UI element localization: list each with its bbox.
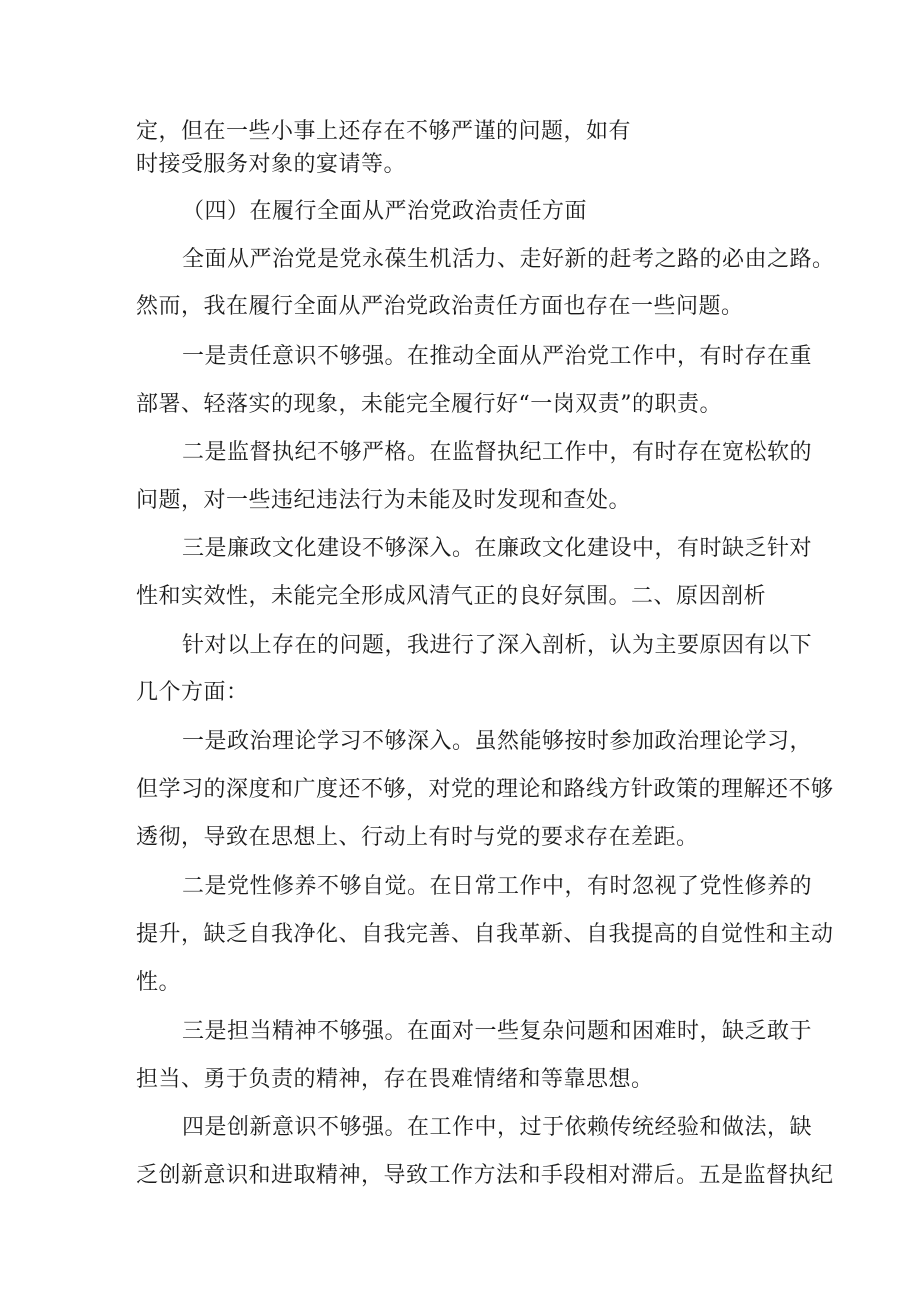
text-line: 性。 xyxy=(136,970,182,995)
paragraph-line: 三是担当精神不够强。在面对一些复杂问题和困难时，缺乏敢于 xyxy=(182,1019,813,1044)
paragraph-line: 三是廉政文化建设不够深入。在廉政文化建设中，有时缺乏针对 xyxy=(182,536,813,561)
paragraph-line: 二是监督执纪不够严格。在监督执纪工作中，有时存在宽松软的 xyxy=(182,440,813,465)
paragraph-line: 全面从严治党是党永葆生机活力、走好新的赶考之路的必由之路。 xyxy=(182,247,835,272)
text-line: 几个方面： xyxy=(136,680,249,705)
text-line: 但学习的深度和广度还不够，对党的理论和路线方针政策的理解还不够 xyxy=(136,777,834,802)
text-line: 部署、轻落实的现象，未能完全履行好“一岗双责”的职责。 xyxy=(136,392,722,417)
text-line: 性和实效性，未能完全形成风清气正的良好氛围。二、原因剖析 xyxy=(136,584,767,609)
paragraph-line: 一是政治理论学习不够深入。虽然能够按时参加政治理论学习， xyxy=(182,729,813,754)
text-line: 问题，对一些违纪违法行为未能及时发现和查处。 xyxy=(136,488,632,513)
text-line: 透彻，导致在思想上、行动上有时与党的要求存在差距。 xyxy=(136,825,699,850)
text-line: 时接受服务对象的宴请等。 xyxy=(136,152,407,177)
paragraph-line: 一是责任意识不够强。在推动全面从严治党工作中，有时存在重 xyxy=(182,344,813,369)
text-line: 然而，我在履行全面从严治党政治责任方面也存在一些问题。 xyxy=(136,294,744,319)
text-line: 定，但在一些小事上还存在不够严谨的问题，如有 xyxy=(136,119,632,144)
section-heading: （四）在履行全面从严治党政治责任方面 xyxy=(182,199,588,224)
text-line: 担当、勇于负责的精神，存在畏难情绪和等靠思想。 xyxy=(136,1067,654,1092)
text-line: 乏创新意识和进取精神，导致工作方法和手段相对滞后。五是监督执纪 xyxy=(136,1163,834,1188)
paragraph-line: 四是创新意识不够强。在工作中，过于依赖传统经验和做法，缺 xyxy=(182,1115,813,1140)
paragraph-line: 针对以上存在的问题，我进行了深入剖析，认为主要原因有以下 xyxy=(182,633,813,658)
text-line: 提升，缺乏自我净化、自我完善、自我革新、自我提高的自觉性和主动 xyxy=(136,922,834,947)
paragraph-line: 二是党性修养不够自觉。在日常工作中，有时忽视了党性修养的 xyxy=(182,874,813,899)
